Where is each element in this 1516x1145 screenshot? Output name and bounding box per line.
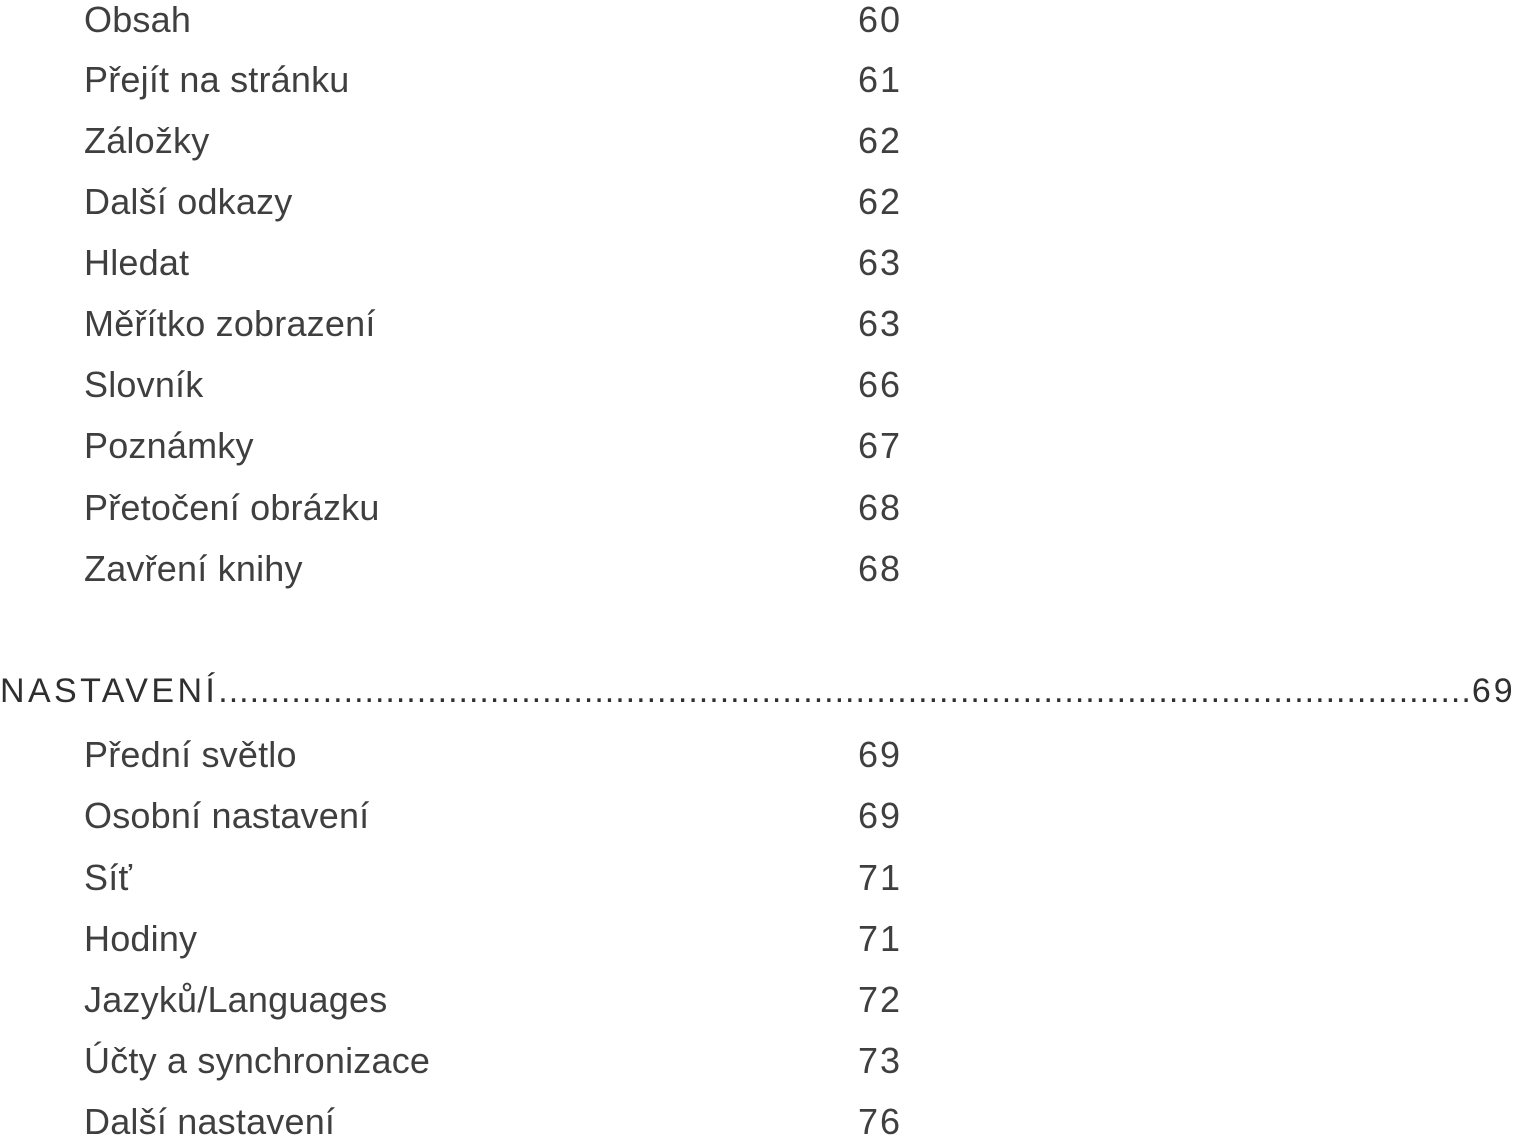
toc-entry-dalsi-nastaveni[interactable] (84, 1100, 902, 1144)
toc-entry-label: Slovník (84, 364, 204, 405)
toc-entry-label: Zavření knihy (84, 548, 303, 589)
toc-entry-label: Jazyků/Languages (84, 979, 388, 1020)
toc-entry-poznamky[interactable] (84, 424, 902, 468)
toc-entry-page: 60 (857, 0, 902, 40)
toc-entry-page: 62 (857, 120, 902, 161)
toc-entry-obsah[interactable] (84, 0, 902, 42)
toc-entry-page: 63 (857, 303, 902, 344)
toc-entry-page: 68 (857, 487, 902, 528)
toc-entry-label: Přední světlo (84, 734, 297, 775)
toc-entry-page: 76 (857, 1101, 902, 1142)
toc-entry-zavreni-knihy[interactable] (84, 547, 902, 591)
toc-section-label: NASTAVENÍ (0, 672, 219, 710)
toc-section-nastaveni[interactable] (0, 669, 1516, 713)
toc-entry-hodiny[interactable] (84, 917, 902, 961)
toc-entry-hledat[interactable] (84, 241, 902, 285)
toc-entry-label: Hledat (84, 242, 190, 283)
toc-entry-dalsi-odkazy[interactable] (84, 180, 902, 224)
toc-entry-label: Záložky (84, 120, 210, 161)
toc-entry-label: Účty a synchronizace (84, 1040, 431, 1081)
toc-entry-label: Obsah (84, 0, 192, 40)
toc-section-page: 69 (1471, 672, 1516, 710)
toc-entry-label: Další nastavení (84, 1101, 336, 1142)
toc-entry-page: 71 (857, 857, 902, 898)
toc-entry-sit[interactable] (84, 856, 902, 900)
toc-entry-page: 61 (857, 59, 902, 100)
toc-entry-page: 69 (857, 795, 902, 836)
toc-entry-page: 68 (857, 548, 902, 589)
toc-entry-meritko-zobrazeni[interactable] (84, 302, 902, 346)
toc-entry-slovnik[interactable] (84, 363, 902, 407)
toc-entry-page: 62 (857, 181, 902, 222)
toc-entry-label: Přejít na stránku (84, 59, 350, 100)
toc-entry-label: Další odkazy (84, 181, 293, 222)
toc-entry-page: 66 (857, 364, 902, 405)
toc-entry-page: 69 (857, 734, 902, 775)
toc-entry-zalozky[interactable] (84, 119, 902, 163)
toc-entry-predni-svetlo[interactable] (84, 733, 902, 777)
toc-entry-label: Poznámky (84, 425, 254, 466)
toc-entry-label: Přetočení obrázku (84, 487, 380, 528)
toc-entry-jazyku-languages[interactable] (84, 978, 902, 1022)
toc-entry-label: Hodiny (84, 918, 198, 959)
toc-entry-label: Osobní nastavení (84, 795, 370, 836)
toc-entry-page: 72 (857, 979, 902, 1020)
toc-entry-pretoceni-obrazku[interactable] (84, 486, 902, 530)
toc-entry-label: Síť (84, 857, 133, 898)
toc-entry-prejit-na-stranku[interactable] (84, 58, 902, 102)
toc-entry-page: 73 (857, 1040, 902, 1081)
toc-entry-page: 71 (857, 918, 902, 959)
toc-entry-label: Měřítko zobrazení (84, 303, 376, 344)
toc-section-leader-dots: ........................................................................................................................ (218, 672, 1472, 710)
toc-entry-ucty-a-synchronizace[interactable] (84, 1039, 902, 1083)
toc-entry-page: 67 (857, 425, 902, 466)
toc-entry-osobni-nastaveni[interactable] (84, 794, 902, 838)
toc-entry-page: 63 (857, 242, 902, 283)
